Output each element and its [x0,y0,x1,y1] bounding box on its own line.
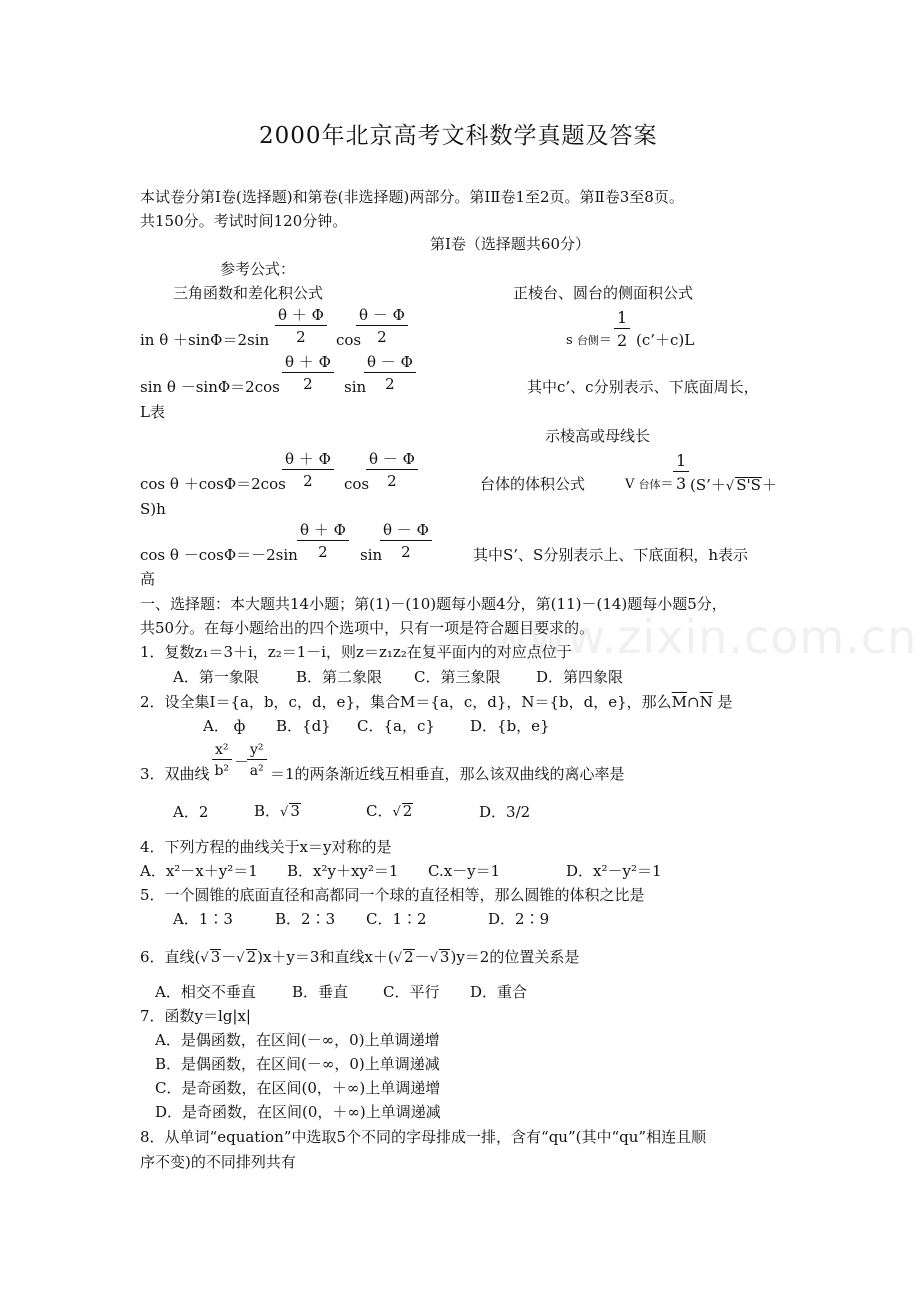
frustum-formula-heading: 正棱台、圆台的侧面积公式 [513,284,694,302]
f4-fraction-sum [297,523,349,560]
f2-denominator-sum: 2 [303,375,313,393]
q2-stem: 2．设全集I＝{a，b，c，d，e}，集合M＝{a，c，d}，N＝{b，d，e}，那么$\overline{M}\cap\overline{N}$ 是 [140,693,733,711]
formula-4-sin: sin [360,546,383,564]
f3-fraction-sum [282,452,334,489]
volume-rest: (S’＋√ S'S＋ [690,476,777,494]
f4-numerator-diff: θ － Φ [380,523,432,541]
f4-numerator-sum: θ ＋ Φ [297,523,349,541]
q3-b2: b² [214,763,230,779]
q4-stem: 4．下列方程的曲线关于x＝y对称的是 [140,838,392,856]
page-title: 2000年北京高考文科数学真题及答案 [259,123,658,149]
formula-1-cos: cos [336,331,362,349]
volume-v: V 台体＝ [625,477,674,492]
half-numerator: 1 [614,310,630,329]
formula-2-left: sin θ －sinΦ＝2cos [140,378,280,396]
q2-option-d: D．{b，e} [470,717,550,735]
volume-third [673,453,689,492]
formula-3-left: cos θ ＋cosΦ＝2cos [140,475,286,493]
f3-denominator-diff: 2 [387,472,397,490]
f1-numerator-diff: θ － Φ [356,308,408,326]
watermark: www.zixin.com.cn [490,610,918,664]
q3-option-d: D．3/2 [479,803,531,821]
formula-1-left: in θ ＋sinΦ＝2sin [140,331,270,349]
f4-fraction-diff [380,523,432,560]
f1-numerator-sum: θ ＋ Φ [275,308,327,326]
q6-option-b: B．垂直 [292,983,349,1001]
third-denominator: 3 [676,474,687,493]
q1-option-c: C．第三象限 [414,668,501,686]
volume-explanation-cont: 高 [140,570,156,588]
q1-stem: 1．复数z₁＝3＋i，z₂＝1－i，则z＝z₁z₂在复平面内的对应点位于 [140,643,572,661]
third-numerator: 1 [673,453,689,472]
lateral-area-rest: (c’＋c)L [636,331,695,349]
q3-x2: x² [212,743,232,760]
q1-option-b: B．第二象限 [296,668,383,686]
q6-option-c: C．平行 [383,983,440,1001]
q5-stem: 5．一个圆锥的底面直径和高都同一个球的直径相等，那么圆锥的体积之比是 [140,886,645,904]
q6-option-d: D．重合 [470,983,528,1001]
q3-fraction-y [247,743,267,778]
q6-option-a: A．相交不垂直 [155,983,256,1001]
half-denominator: 2 [617,331,628,350]
q1-option-a: A．第一象限 [173,668,259,686]
formulas-heading: 参考公式： [220,260,296,278]
q7-option-c: C．是奇函数，在区间(0，＋∞)上单调递增 [155,1079,441,1097]
volume-tail: S)h [140,500,166,518]
formula-4-left: cos θ －cosΦ＝－2sin [140,546,298,564]
q8-stem-1: 8．从单词“equation”中选取5个不同的字母排成一排，含有“qu”(其中“qu”相连且顺 [140,1128,707,1146]
q3-fraction-x [212,743,232,778]
q4-option-b: B．x²y＋xy²＝1 [287,862,399,880]
q4-option-c: C.x－y＝1 [428,862,501,880]
f2-fraction-diff [364,355,416,392]
q5-option-c: C．1∶2 [366,910,427,928]
formula-3-cos: cos [344,475,370,493]
l-label: L表 [140,403,165,421]
formula-2-sin: sin [344,378,367,396]
q7-option-b: B．是偶函数，在区间(－∞，0)上单调递减 [155,1055,440,1073]
q5-option-b: B．2∶3 [275,910,336,928]
q7-option-a: A．是偶函数，在区间(－∞，0)上单调递增 [155,1031,440,1049]
q5-option-a: A．1∶3 [173,910,233,928]
q3-a2: a² [249,763,264,779]
q7-option-d: D．是奇函数，在区间(0，＋∞)上单调递减 [155,1103,441,1121]
part1-instructions-1: 一、选择题：本大题共14小题；第(1)－(10)题每小题4分，第(11)－(14)题每小题5分， [140,595,727,613]
f4-denominator-sum: 2 [318,543,328,561]
f3-numerator-sum: θ ＋ Φ [282,452,334,470]
trig-formula-heading: 三角函数和差化积公式 [173,284,324,302]
q3-option-b: B．√ 3 [254,802,300,820]
q4-option-a: A．x²－x＋y²＝1 [140,862,258,880]
f3-fraction-diff [366,452,418,489]
q3-stem-post: ＝1的两条渐近线互相垂直，那么该双曲线的离心率是 [270,765,625,783]
volume-explanation: 其中S’、S分别表示上、下底面积，h表示 [473,546,748,564]
q2-option-b: B．{d} [276,717,331,735]
q2-option-a: A． ф [203,717,246,735]
f4-denominator-diff: 2 [401,543,411,561]
lateral-area-explanation: 其中c’、c分别表示、下底面周长， [527,378,759,396]
f1-fraction-sum [275,308,327,345]
q3-option-c: C．√ 2 [366,802,413,820]
q6-stem: 6．直线(√ 3－√ 2)x＋y＝3和直线x＋(√ 2－√ 3)y＝2的位置关系是 [140,948,580,966]
q8-stem-2: 序不变)的不同排列共有 [140,1153,296,1171]
lateral-area-explanation-cont: 示棱高或母线长 [545,427,651,445]
intro-line-1: 本试卷分第Ⅰ卷(选择题)和第卷(非选择题)两部分。第ⅠⅡ卷1至2页。第Ⅱ卷3至8页。 [140,188,684,206]
f2-fraction-sum [282,355,334,392]
part1-instructions-2: 共50分。在每小题给出的四个选项中，只有一项是符合题目要求的。 [140,619,595,637]
f1-denominator-diff: 2 [377,328,387,346]
f2-numerator-sum: θ ＋ Φ [282,355,334,373]
q4-option-d: D．x²－y²＝1 [566,862,662,880]
f3-numerator-diff: θ － Φ [366,452,418,470]
q3-y2: y² [247,743,267,760]
section1-heading: 第Ⅰ卷（选择题共60分） [430,235,591,253]
q3-option-a: A．2 [173,803,209,821]
f2-numerator-diff: θ － Φ [364,355,416,373]
lateral-area-s: s 台侧＝ [566,333,612,348]
intro-line-2: 共150分。考试时间120分钟。 [140,212,348,230]
q3-stem-pre: 3．双曲线 [140,765,210,783]
f1-fraction-diff [356,308,408,345]
volume-formula-label: 台体的体积公式 [480,475,586,493]
q1-option-d: D．第四象限 [536,668,624,686]
q2-option-c: C．{a，c} [357,717,435,735]
f1-denominator-sum: 2 [296,328,306,346]
f2-denominator-diff: 2 [385,375,395,393]
q7-stem: 7．函数y＝lg|x| [140,1007,251,1025]
f3-denominator-sum: 2 [303,472,313,490]
q5-option-d: D．2∶9 [488,910,550,928]
q3-minus: － [234,753,250,771]
lateral-area-half [614,310,630,349]
